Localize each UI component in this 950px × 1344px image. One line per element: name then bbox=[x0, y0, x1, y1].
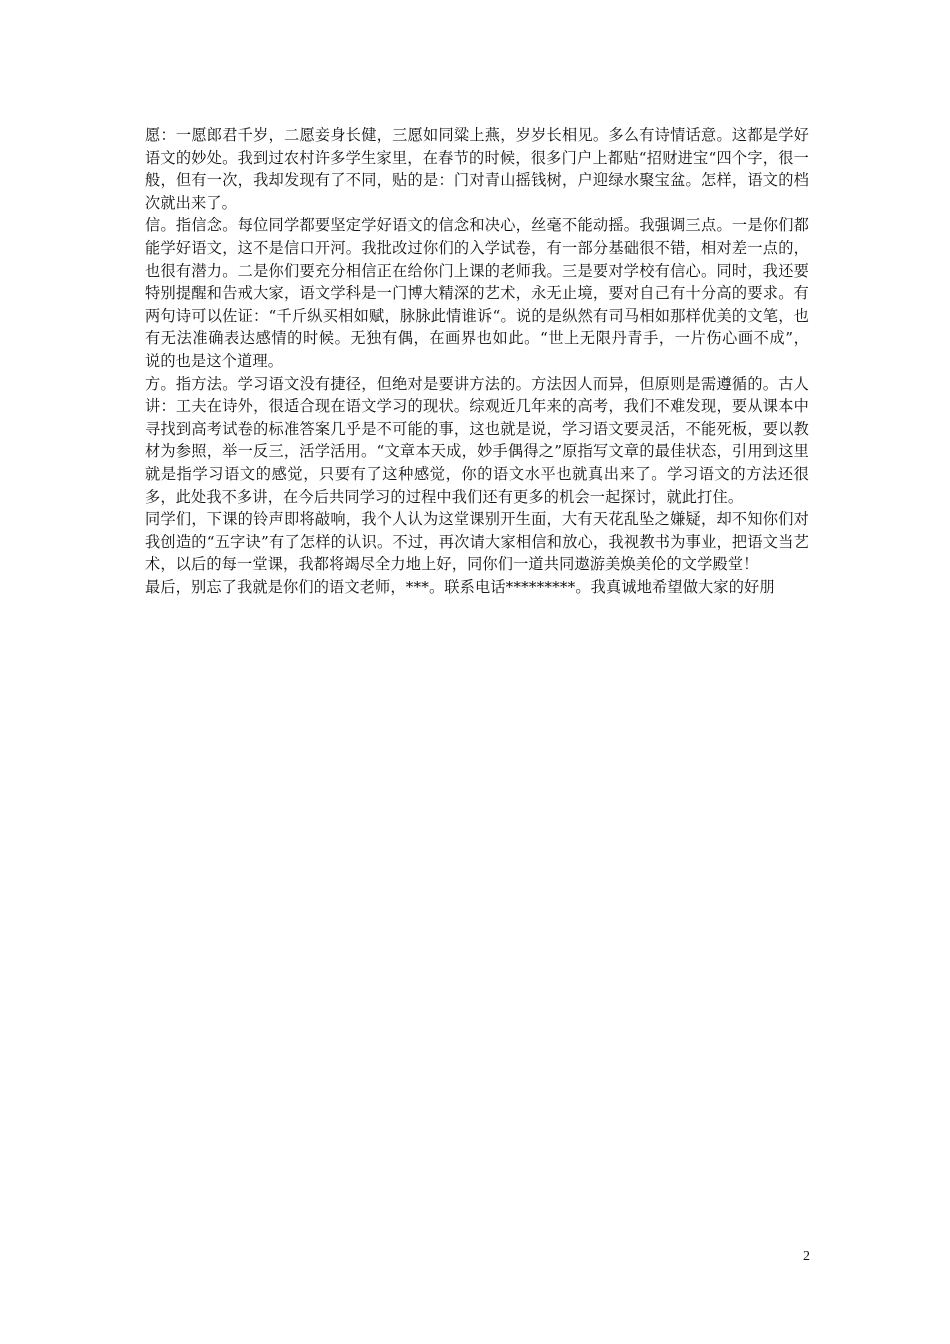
page-number: 2 bbox=[803, 1249, 810, 1264]
paragraph-method: 方。指方法。学习语文没有捷径，但绝对是要讲方法的。方法因人而异，但原则是需遵循的。古人讲：工夫在诗外，很适合现在语文学习的现状。综观近几年来的高考，我们不难发现，要从课本中寻找到高考试卷的标准答案几乎是不可能的事，这也就是说，学习语文要灵活，不能死板，要以教材为参照，举一反三，活学活用。“文章本天成，妙手偶得之”原指写文章的最佳状态，引用到这里就是指学习语文的感觉，只要有了这种感觉，你的语文水平也就真出来了。学习语文的方法还很多，此处我不多讲，在今后共同学习的过程中我们还有更多的机会一起探讨，就此打住。 bbox=[145, 374, 809, 506]
paragraph-wishes: 愿：一愿郎君千岁，二愿妾身长健，三愿如同粱上燕，岁岁长相见。多么有诗情话意。这都是学好语文的妙处。我到过农村许多学生家里，在春节的时候，很多门户上都贴“招财进宝“四个字，很一般，但有一次，我却发现有了不同，贴的是：门对青山摇钱树，户迎绿水聚宝盆。怎样，语文的档次就出来了。 bbox=[145, 126, 809, 212]
document-body bbox=[145, 124, 809, 598]
paragraph-belief: 信。指信念。每位同学都要坚定学好语文的信念和决心，丝毫不能动摇。我强调三点。一是你们都能学好语文，这不是信口开河。我批改过你们的入学试卷，有一部分基础很不错，相对差一点的，也很有潜力。二是你们要充分相信正在给你门上课的老师我。三是要对学校有信心。同时，我还要特别提醒和告戒大家，语文学科是一门博大精深的艺术，永无止境，要对自己有十分高的要求。有两句诗可以佐证：“千斤纵买相如赋，脉脉此情谁诉“。说的是纵然有司马相如那样优美的文笔，也有无法准确表达感情的时候。无独有偶，在画界也如此。“世上无限丹青手，一片伤心画不成”， 说的也是这个道理。 bbox=[145, 216, 809, 370]
paragraph-final: 最后，别忘了我就是你们的语文老师，***。联系电话*********。我真诚地希望做大家的好朋 bbox=[145, 577, 775, 596]
paragraph-closing: 同学们，下课的铃声即将敲响，我个人认为这堂课别开生面，大有天花乱坠之嫌疑，却不知你们对我创造的“五字诀”有了怎样的认识。不过，再次请大家相信和放心，我视教书为事业，把语文当艺术，以后的每一堂课，我都将竭尽全力地上好，同你们一道共同遨游美焕美伦的文学殿堂！ bbox=[145, 510, 809, 574]
